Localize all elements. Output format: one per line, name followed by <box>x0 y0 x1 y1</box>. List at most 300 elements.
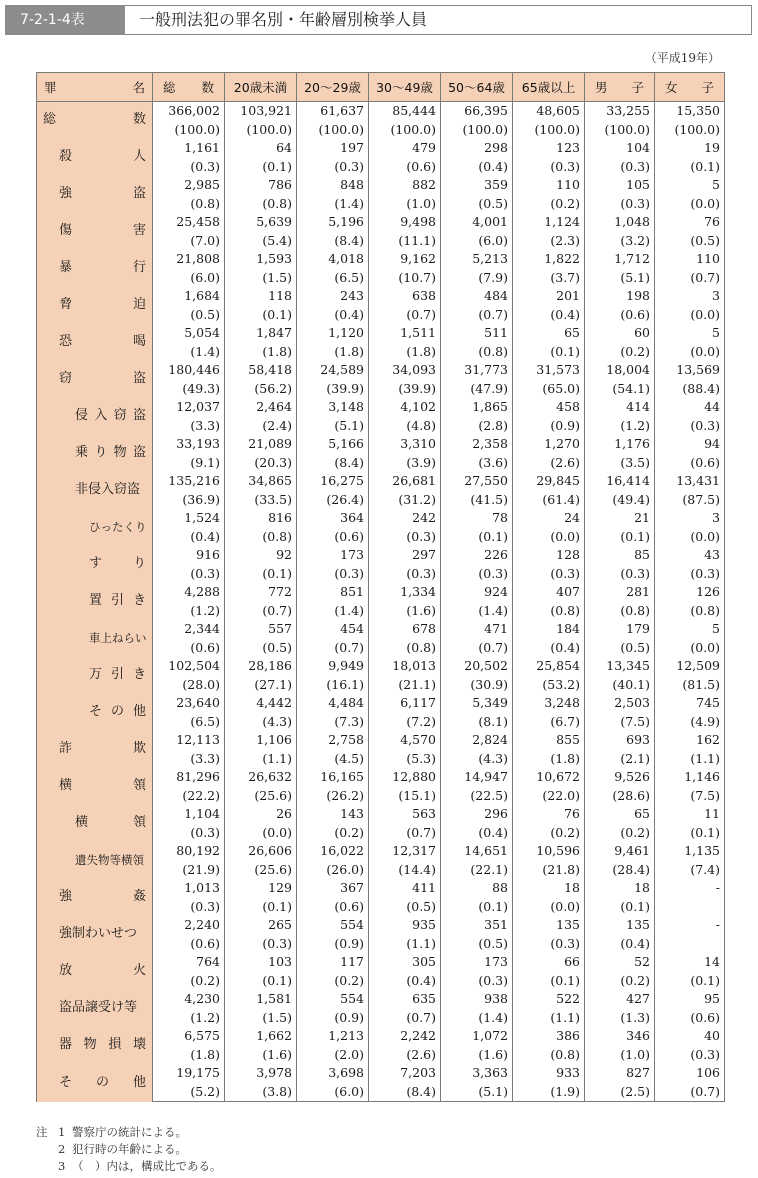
value-cell: 60 <box>585 324 655 343</box>
ratio-cell: (6.0) <box>297 1083 369 1102</box>
value-cell: 21,089 <box>225 435 297 454</box>
crime-name-char: 強 <box>59 186 73 202</box>
value-cell: 5 <box>655 620 725 639</box>
value-cell: 117 <box>297 953 369 972</box>
ratio-cell: (4.8) <box>369 417 441 436</box>
ratio-cell: (6.0) <box>153 269 225 288</box>
table-row <box>37 731 725 750</box>
ratio-cell: (28.6) <box>585 787 655 806</box>
value-cell: 484 <box>441 287 513 306</box>
crime-name-cell <box>37 990 153 1027</box>
ratio-cell: (0.7) <box>655 269 725 288</box>
value-cell: 16,414 <box>585 472 655 491</box>
crime-name-char: そ <box>89 704 103 720</box>
ratio-cell: (8.4) <box>297 454 369 473</box>
value-cell: 1,511 <box>369 324 441 343</box>
ratio-cell: (8.1) <box>441 713 513 732</box>
value-cell: 458 <box>513 398 585 417</box>
ratio-cell: (100.0) <box>369 121 441 140</box>
ratio-cell: (0.0) <box>655 528 725 547</box>
ratio-cell: (0.3) <box>585 565 655 584</box>
ratio-cell: (1.6) <box>369 602 441 621</box>
crime-name-char: 物 <box>113 445 127 461</box>
col-header-total <box>153 73 225 102</box>
crime-name-char: の <box>95 1074 109 1090</box>
ratio-cell: (0.7) <box>297 639 369 658</box>
table-row <box>37 694 725 713</box>
crime-name-cell <box>37 953 153 990</box>
ratio-cell: (14.4) <box>369 861 441 880</box>
ratio-cell: (1.1) <box>225 750 297 769</box>
crime-name-char: 喝 <box>132 334 146 350</box>
ratio-cell: (49.3) <box>153 380 225 399</box>
footnote-text: 犯行時の年齢による。 <box>72 1142 187 1156</box>
ratio-cell: (0.3) <box>369 565 441 584</box>
ratio-cell: (21.9) <box>153 861 225 880</box>
value-cell: 6,117 <box>369 694 441 713</box>
crime-name-char: 盗 <box>132 371 146 387</box>
value-cell: 18,013 <box>369 657 441 676</box>
ratio-cell: (1.8) <box>153 1046 225 1065</box>
value-cell: 180,446 <box>153 361 225 380</box>
footnote-prefix: 注 <box>36 1125 48 1139</box>
ratio-cell: (0.8) <box>655 602 725 621</box>
value-cell: 298 <box>441 139 513 158</box>
col-header-age: 65歳以上 <box>513 73 585 102</box>
value-cell: 2,985 <box>153 176 225 195</box>
value-cell: 359 <box>441 176 513 195</box>
value-cell: 23,640 <box>153 694 225 713</box>
ratio-cell: (0.7) <box>655 1083 725 1102</box>
value-cell: 85 <box>585 546 655 565</box>
ratio-cell: (3.5) <box>585 454 655 473</box>
ratio-cell: (0.1) <box>441 528 513 547</box>
ratio-cell: (0.8) <box>153 195 225 214</box>
value-cell: 1,524 <box>153 509 225 528</box>
crime-name-char: 人 <box>132 149 146 165</box>
crime-name-char: 盗 <box>132 186 146 202</box>
value-cell: 92 <box>225 546 297 565</box>
value-cell: 6,575 <box>153 1027 225 1046</box>
value-cell: 4,230 <box>153 990 225 1009</box>
ratio-cell: (1.1) <box>369 935 441 954</box>
table-row <box>37 250 725 269</box>
value-cell: 1,124 <box>513 213 585 232</box>
crime-name-char: 引 <box>110 593 124 609</box>
value-cell: 2,242 <box>369 1027 441 1046</box>
ratio-cell: (0.4) <box>513 639 585 658</box>
value-cell: 5 <box>655 176 725 195</box>
value-cell: 25,458 <box>153 213 225 232</box>
crime-name-cell <box>37 435 153 472</box>
value-cell: 9,526 <box>585 768 655 787</box>
ratio-cell: (25.6) <box>225 787 297 806</box>
table-row <box>37 916 725 935</box>
ratio-cell: (25.6) <box>225 861 297 880</box>
ratio-cell: (81.5) <box>655 676 725 695</box>
ratio-cell: (3.6) <box>441 454 513 473</box>
crime-name-char: 車上ねらい <box>89 631 147 646</box>
value-cell: 9,498 <box>369 213 441 232</box>
crime-name-cell <box>37 879 153 916</box>
value-cell: 28,186 <box>225 657 297 676</box>
ratio-cell: (87.5) <box>655 491 725 510</box>
table-row <box>37 953 725 972</box>
value-cell: 1,684 <box>153 287 225 306</box>
ratio-cell: (2.5) <box>585 1083 655 1102</box>
value-cell: 281 <box>585 583 655 602</box>
ratio-cell: (0.8) <box>585 602 655 621</box>
crime-name-char: 遺失物等横領 <box>75 853 144 868</box>
value-cell: 103 <box>225 953 297 972</box>
value-cell: - <box>655 916 725 935</box>
value-cell: 678 <box>369 620 441 639</box>
crime-name-char: 窃 <box>113 408 127 424</box>
ratio-cell: (1.8) <box>513 750 585 769</box>
crime-name-cell <box>37 324 153 361</box>
value-cell: 118 <box>225 287 297 306</box>
ratio-cell: (28.0) <box>153 676 225 695</box>
value-cell: 2,344 <box>153 620 225 639</box>
value-cell: 11 <box>655 805 725 824</box>
ratio-cell: (0.3) <box>441 972 513 991</box>
ratio-cell: (1.2) <box>153 602 225 621</box>
ratio-cell: (0.1) <box>513 972 585 991</box>
ratio-cell: (5.3) <box>369 750 441 769</box>
value-cell: 135 <box>513 916 585 935</box>
value-cell: 3,248 <box>513 694 585 713</box>
value-cell: 24,589 <box>297 361 369 380</box>
ratio-cell: (22.1) <box>441 861 513 880</box>
value-cell: 4,102 <box>369 398 441 417</box>
value-cell: 3,978 <box>225 1064 297 1083</box>
value-cell: 772 <box>225 583 297 602</box>
value-cell: 18 <box>513 879 585 898</box>
value-cell: 65 <box>585 805 655 824</box>
table-row <box>37 213 725 232</box>
value-cell: 242 <box>369 509 441 528</box>
col-header-crime-char: 名 <box>132 80 145 95</box>
value-cell: 26,632 <box>225 768 297 787</box>
ratio-cell: (0.0) <box>655 639 725 658</box>
ratio-cell: (0.5) <box>585 639 655 658</box>
col-header-total-char: 数 <box>201 80 214 95</box>
value-cell: 3,148 <box>297 398 369 417</box>
value-cell: 14 <box>655 953 725 972</box>
ratio-cell: (0.3) <box>585 158 655 177</box>
value-cell: 10,596 <box>513 842 585 861</box>
ratio-cell: (20.3) <box>225 454 297 473</box>
value-cell: 126 <box>655 583 725 602</box>
value-cell: 76 <box>513 805 585 824</box>
ratio-cell: (0.3) <box>153 158 225 177</box>
col-header-female-char: 女 <box>665 80 678 95</box>
col-header-age: 20歳未満 <box>225 73 297 102</box>
ratio-cell: (7.5) <box>655 787 725 806</box>
ratio-cell: (3.3) <box>153 750 225 769</box>
ratio-cell: (0.1) <box>225 565 297 584</box>
value-cell: 414 <box>585 398 655 417</box>
value-cell: 364 <box>297 509 369 528</box>
ratio-cell: (0.3) <box>513 565 585 584</box>
ratio-cell: (26.0) <box>297 861 369 880</box>
ratio-cell: (7.4) <box>655 861 725 880</box>
footnotes <box>36 1124 222 1175</box>
ratio-cell: (1.2) <box>153 1009 225 1028</box>
table-body <box>37 102 725 1102</box>
value-cell: 48,605 <box>513 102 585 121</box>
ratio-cell: (6.5) <box>153 713 225 732</box>
ratio-cell: (0.3) <box>655 565 725 584</box>
ratio-cell: (0.6) <box>655 454 725 473</box>
value-cell: 4,484 <box>297 694 369 713</box>
value-cell: 367 <box>297 879 369 898</box>
value-cell: 1,176 <box>585 435 655 454</box>
value-cell: 16,165 <box>297 768 369 787</box>
ratio-cell: (5.1) <box>297 417 369 436</box>
table-row <box>37 546 725 565</box>
value-cell: 106 <box>655 1064 725 1083</box>
value-cell: 173 <box>297 546 369 565</box>
value-cell: 3,698 <box>297 1064 369 1083</box>
crime-name-char: 暴 <box>59 260 73 276</box>
ratio-cell: (0.4) <box>441 824 513 843</box>
value-cell: 44 <box>655 398 725 417</box>
value-cell: 1,270 <box>513 435 585 454</box>
ratio-cell: (1.4) <box>297 195 369 214</box>
value-cell: 7,203 <box>369 1064 441 1083</box>
crime-name-cell <box>37 805 153 842</box>
ratio-cell: (0.0) <box>513 528 585 547</box>
ratio-cell: (1.4) <box>441 602 513 621</box>
crime-name-cell <box>37 842 153 879</box>
crime-name-cell <box>37 361 153 398</box>
value-cell: 12,113 <box>153 731 225 750</box>
ratio-cell: (100.0) <box>441 121 513 140</box>
value-cell: 635 <box>369 990 441 1009</box>
crime-name-cell <box>37 250 153 287</box>
ratio-cell: (0.3) <box>655 1046 725 1065</box>
ratio-cell: (88.4) <box>655 380 725 399</box>
crime-name-char: 総 <box>43 112 57 128</box>
ratio-cell: (0.4) <box>297 306 369 325</box>
value-cell: 2,758 <box>297 731 369 750</box>
value-cell: 816 <box>225 509 297 528</box>
ratio-cell: (54.1) <box>585 380 655 399</box>
ratio-cell: (0.7) <box>369 824 441 843</box>
ratio-cell: (100.0) <box>513 121 585 140</box>
ratio-cell: (8.4) <box>297 232 369 251</box>
ratio-cell: (0.1) <box>225 306 297 325</box>
value-cell: 10,672 <box>513 768 585 787</box>
ratio-cell: (100.0) <box>225 121 297 140</box>
value-cell: 9,461 <box>585 842 655 861</box>
value-cell: 296 <box>441 805 513 824</box>
ratio-cell: (1.1) <box>655 750 725 769</box>
ratio-cell: (7.3) <box>297 713 369 732</box>
crime-name-char: 強制わいせつ <box>59 926 138 942</box>
crime-name-cell <box>37 583 153 620</box>
value-cell: 13,431 <box>655 472 725 491</box>
table-row <box>37 1027 725 1046</box>
ratio-cell: (0.1) <box>441 898 513 917</box>
table-row <box>37 879 725 898</box>
crime-name-cell <box>37 546 153 583</box>
table-row <box>37 1064 725 1083</box>
arrest-table <box>36 72 725 1102</box>
value-cell: 557 <box>225 620 297 639</box>
value-cell: 21,808 <box>153 250 225 269</box>
table-row <box>37 990 725 1009</box>
col-header-age: 20～29歳 <box>297 73 369 102</box>
value-cell: 162 <box>655 731 725 750</box>
ratio-cell: (0.1) <box>655 972 725 991</box>
value-cell: 5,196 <box>297 213 369 232</box>
table-row <box>37 657 725 676</box>
value-cell: 95 <box>655 990 725 1009</box>
ratio-cell: (36.9) <box>153 491 225 510</box>
ratio-cell: (4.5) <box>297 750 369 769</box>
value-cell: 4,001 <box>441 213 513 232</box>
ratio-cell: (21.1) <box>369 676 441 695</box>
value-cell: 110 <box>655 250 725 269</box>
crime-name-char: の <box>110 704 124 720</box>
value-cell: 882 <box>369 176 441 195</box>
value-cell: 554 <box>297 916 369 935</box>
ratio-cell: (0.2) <box>585 972 655 991</box>
ratio-cell: (0.8) <box>225 528 297 547</box>
ratio-cell: (100.0) <box>297 121 369 140</box>
crime-name-char: 傷 <box>59 223 73 239</box>
footnote-text: 警察庁の統計による。 <box>72 1125 187 1139</box>
value-cell: 3 <box>655 287 725 306</box>
ratio-cell: (1.6) <box>441 1046 513 1065</box>
crime-name-char: 横 <box>59 778 73 794</box>
ratio-cell: (6.0) <box>441 232 513 251</box>
ratio-cell: (39.9) <box>369 380 441 399</box>
ratio-cell: (0.8) <box>441 343 513 362</box>
ratio-cell: (0.3) <box>297 565 369 584</box>
value-cell: 29,845 <box>513 472 585 491</box>
ratio-cell: (22.2) <box>153 787 225 806</box>
ratio-cell: (1.5) <box>225 269 297 288</box>
value-cell: 61,637 <box>297 102 369 121</box>
ratio-cell: (1.8) <box>297 343 369 362</box>
value-cell: 471 <box>441 620 513 639</box>
value-cell: 110 <box>513 176 585 195</box>
ratio-cell: (100.0) <box>585 121 655 140</box>
crime-name-char: 恐 <box>59 334 73 350</box>
ratio-cell: (26.4) <box>297 491 369 510</box>
value-cell: 31,773 <box>441 361 513 380</box>
crime-name-char: 非侵入窃盗 <box>75 482 141 498</box>
ratio-cell: (0.1) <box>225 158 297 177</box>
value-cell: 1,161 <box>153 139 225 158</box>
ratio-cell: (0.6) <box>153 639 225 658</box>
value-cell: 65 <box>513 324 585 343</box>
value-cell: 851 <box>297 583 369 602</box>
value-cell: 764 <box>153 953 225 972</box>
ratio-cell: (2.3) <box>513 232 585 251</box>
value-cell: 5,639 <box>225 213 297 232</box>
col-header-crime-char: 罪 <box>44 80 57 95</box>
ratio-cell: (22.0) <box>513 787 585 806</box>
crime-name-char: そ <box>59 1074 73 1090</box>
value-cell: 26,606 <box>225 842 297 861</box>
ratio-cell: (0.1) <box>225 972 297 991</box>
crime-name-char: 壊 <box>132 1037 146 1053</box>
ratio-cell: (4.3) <box>225 713 297 732</box>
value-cell: 2,824 <box>441 731 513 750</box>
ratio-cell: (0.0) <box>655 343 725 362</box>
ratio-cell: (0.2) <box>585 824 655 843</box>
value-cell: 123 <box>513 139 585 158</box>
ratio-cell: (0.7) <box>369 1009 441 1028</box>
value-cell: 85,444 <box>369 102 441 121</box>
table-row <box>37 472 725 491</box>
ratio-cell: (3.3) <box>153 417 225 436</box>
ratio-cell: (1.1) <box>513 1009 585 1028</box>
value-cell: 4,442 <box>225 694 297 713</box>
crime-name-char: 盗 <box>132 445 146 461</box>
ratio-cell: (28.4) <box>585 861 655 880</box>
value-cell: 66,395 <box>441 102 513 121</box>
ratio-cell: (100.0) <box>655 121 725 140</box>
value-cell: 129 <box>225 879 297 898</box>
crime-name-char: 領 <box>132 815 146 831</box>
ratio-cell: (0.5) <box>225 639 297 658</box>
value-cell: 563 <box>369 805 441 824</box>
ratio-cell: (4.3) <box>441 750 513 769</box>
value-cell: 9,162 <box>369 250 441 269</box>
value-cell: 1,865 <box>441 398 513 417</box>
value-cell: 18,004 <box>585 361 655 380</box>
crime-name-char: 引 <box>110 667 124 683</box>
ratio-cell: (41.5) <box>441 491 513 510</box>
value-cell: 3 <box>655 509 725 528</box>
col-header-male <box>585 73 655 102</box>
value-cell: 58,418 <box>225 361 297 380</box>
value-cell: 1,135 <box>655 842 725 861</box>
ratio-cell: (3.9) <box>369 454 441 473</box>
value-cell: 938 <box>441 990 513 1009</box>
crime-name-cell <box>37 731 153 768</box>
value-cell: 3,310 <box>369 435 441 454</box>
ratio-cell: (0.3) <box>513 935 585 954</box>
col-header-female-char: 子 <box>701 80 714 95</box>
table-row <box>37 102 725 121</box>
ratio-cell: (0.0) <box>225 824 297 843</box>
value-cell: 346 <box>585 1027 655 1046</box>
crime-name-char: 盗品譲受け等 <box>59 1000 138 1016</box>
value-cell: 105 <box>585 176 655 195</box>
ratio-cell: (1.4) <box>441 1009 513 1028</box>
crime-name-char: 欺 <box>132 741 146 757</box>
ratio-cell: (1.8) <box>225 343 297 362</box>
ratio-cell: (0.1) <box>513 343 585 362</box>
crime-name-cell <box>37 694 153 731</box>
value-cell: 34,865 <box>225 472 297 491</box>
value-cell: 1,593 <box>225 250 297 269</box>
ratio-cell: (100.0) <box>153 121 225 140</box>
value-cell: 5,054 <box>153 324 225 343</box>
value-cell: 135,216 <box>153 472 225 491</box>
value-cell: 786 <box>225 176 297 195</box>
table-row <box>37 768 725 787</box>
value-cell: 3,363 <box>441 1064 513 1083</box>
ratio-cell: (0.3) <box>153 565 225 584</box>
value-cell: 1,146 <box>655 768 725 787</box>
